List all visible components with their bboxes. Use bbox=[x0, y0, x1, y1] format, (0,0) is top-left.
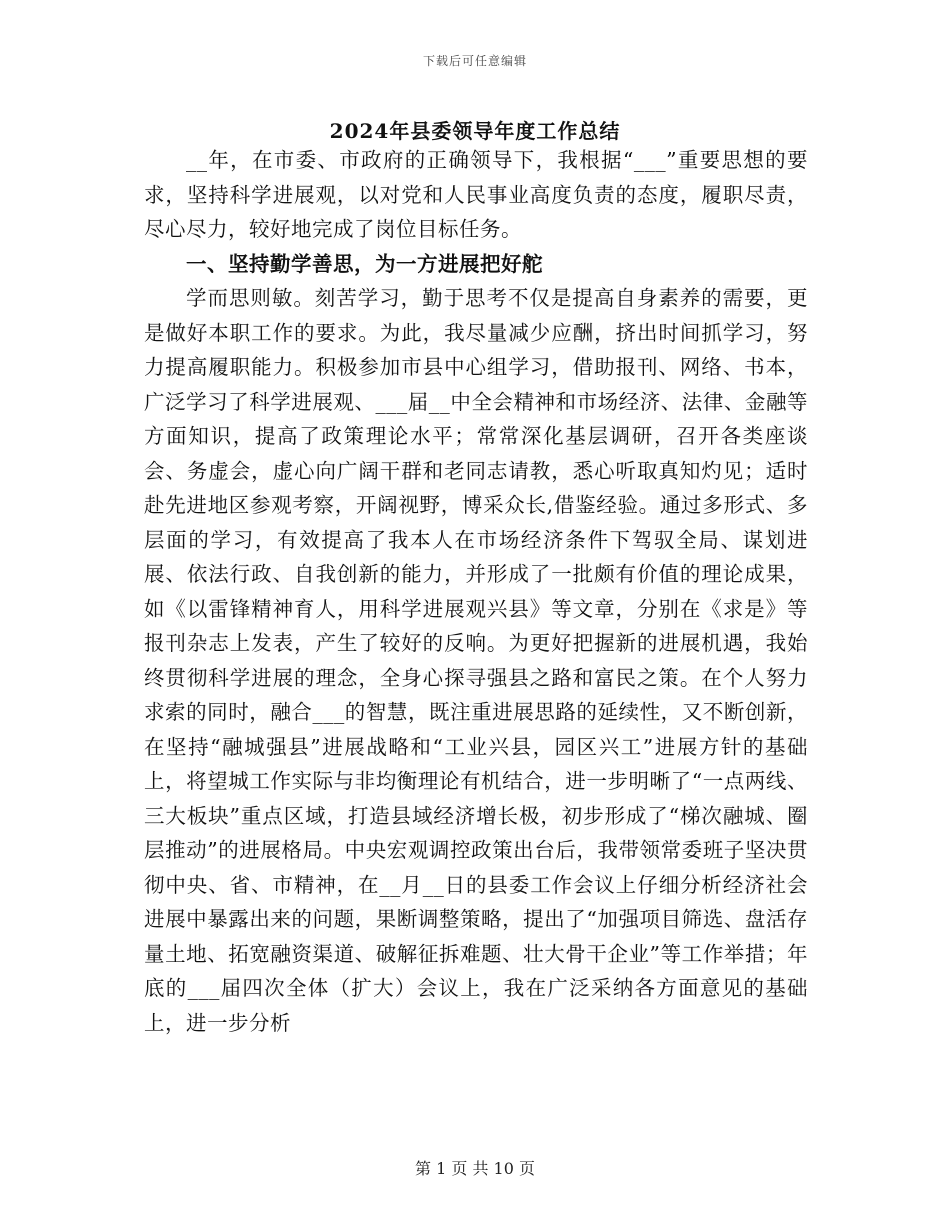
document-title: 2024年县委领导年度工作总结 bbox=[329, 119, 621, 143]
document-body bbox=[144, 143, 808, 1040]
intro-paragraph: __年，在市委、市政府的正确领导下，我根据“___”重要思想的要求，坚持科学进展观，以对党和人民事业高度负责的态度，履职尽责，尽心尽力，较好地完成了岗位目标任务。 bbox=[144, 148, 808, 241]
section-heading: 一、坚持勤学善思，为一方进展把好舵 bbox=[186, 251, 544, 276]
page-number: 第 1 页 共 10 页 bbox=[415, 1159, 535, 1178]
header-note: 下载后可任意编辑 bbox=[422, 54, 527, 68]
section-paragraph: 学而思则敏。刻苦学习，勤于思考不仅是提高自身素养的需要，更是做好本职工作的要求。为此，我尽量减少应酬，挤出时间抓学习，努力提高履职能力。积极参加市县中心组学习，借助报刊、网络、书本，广泛学习了科学进展观、___届__中全会精神和市场经济、法律、金融等方面知识，提高了政策理论水平；常常深化基层调研，召开各类座谈会、务虚会，虚心向广阔干群和老同志请教，悉心听取真知灼见；适时赴先进地区参观考察，开阔视野，博采众长,借鉴经验。通过多形式、多层面的学习，有效提高了我本人在市场经济条件下驾驭全局、谋划进展、依法行政、自我创新的能力，并形成了一批颇有价值的理论成果，如《以雷锋精神育人，用科学进展观兴县》等文章，分别在《求是》等报刊杂志上发表，产生了较好的反响。为更好把握新的进展机遇，我始终贯彻科学进展的理念，全身心探寻强县之路和富民之策。在个人努力求索的同时，融合___的智慧，既注重进展思路的延续性，又不断创新，在坚持“融城强县”进展战略和“工业兴县，园区兴工”进展方针的基础上，将望城工作实际与非均衡理论有机结合，进一步明晰了“一点两线、三大板块”重点区域，打造县域经济增长极，初步形成了“梯次融城、圈层推动”的进展格局。中央宏观调控政策出台后，我带领常委班子坚决贯彻中央、省、市精神，在__月__日的县委工作会议上仔细分析经济社会进展中暴露出来的问题，果断调整策略，提出了“加强项目筛选、盘活存量土地、拓宽融资渠道、破解征拆难题、壮大骨干企业”等工作举措；年底的___届四次全体（扩大）会议上，我在广泛采纳各方面意见的基础上，进一步分析 bbox=[144, 286, 808, 1035]
